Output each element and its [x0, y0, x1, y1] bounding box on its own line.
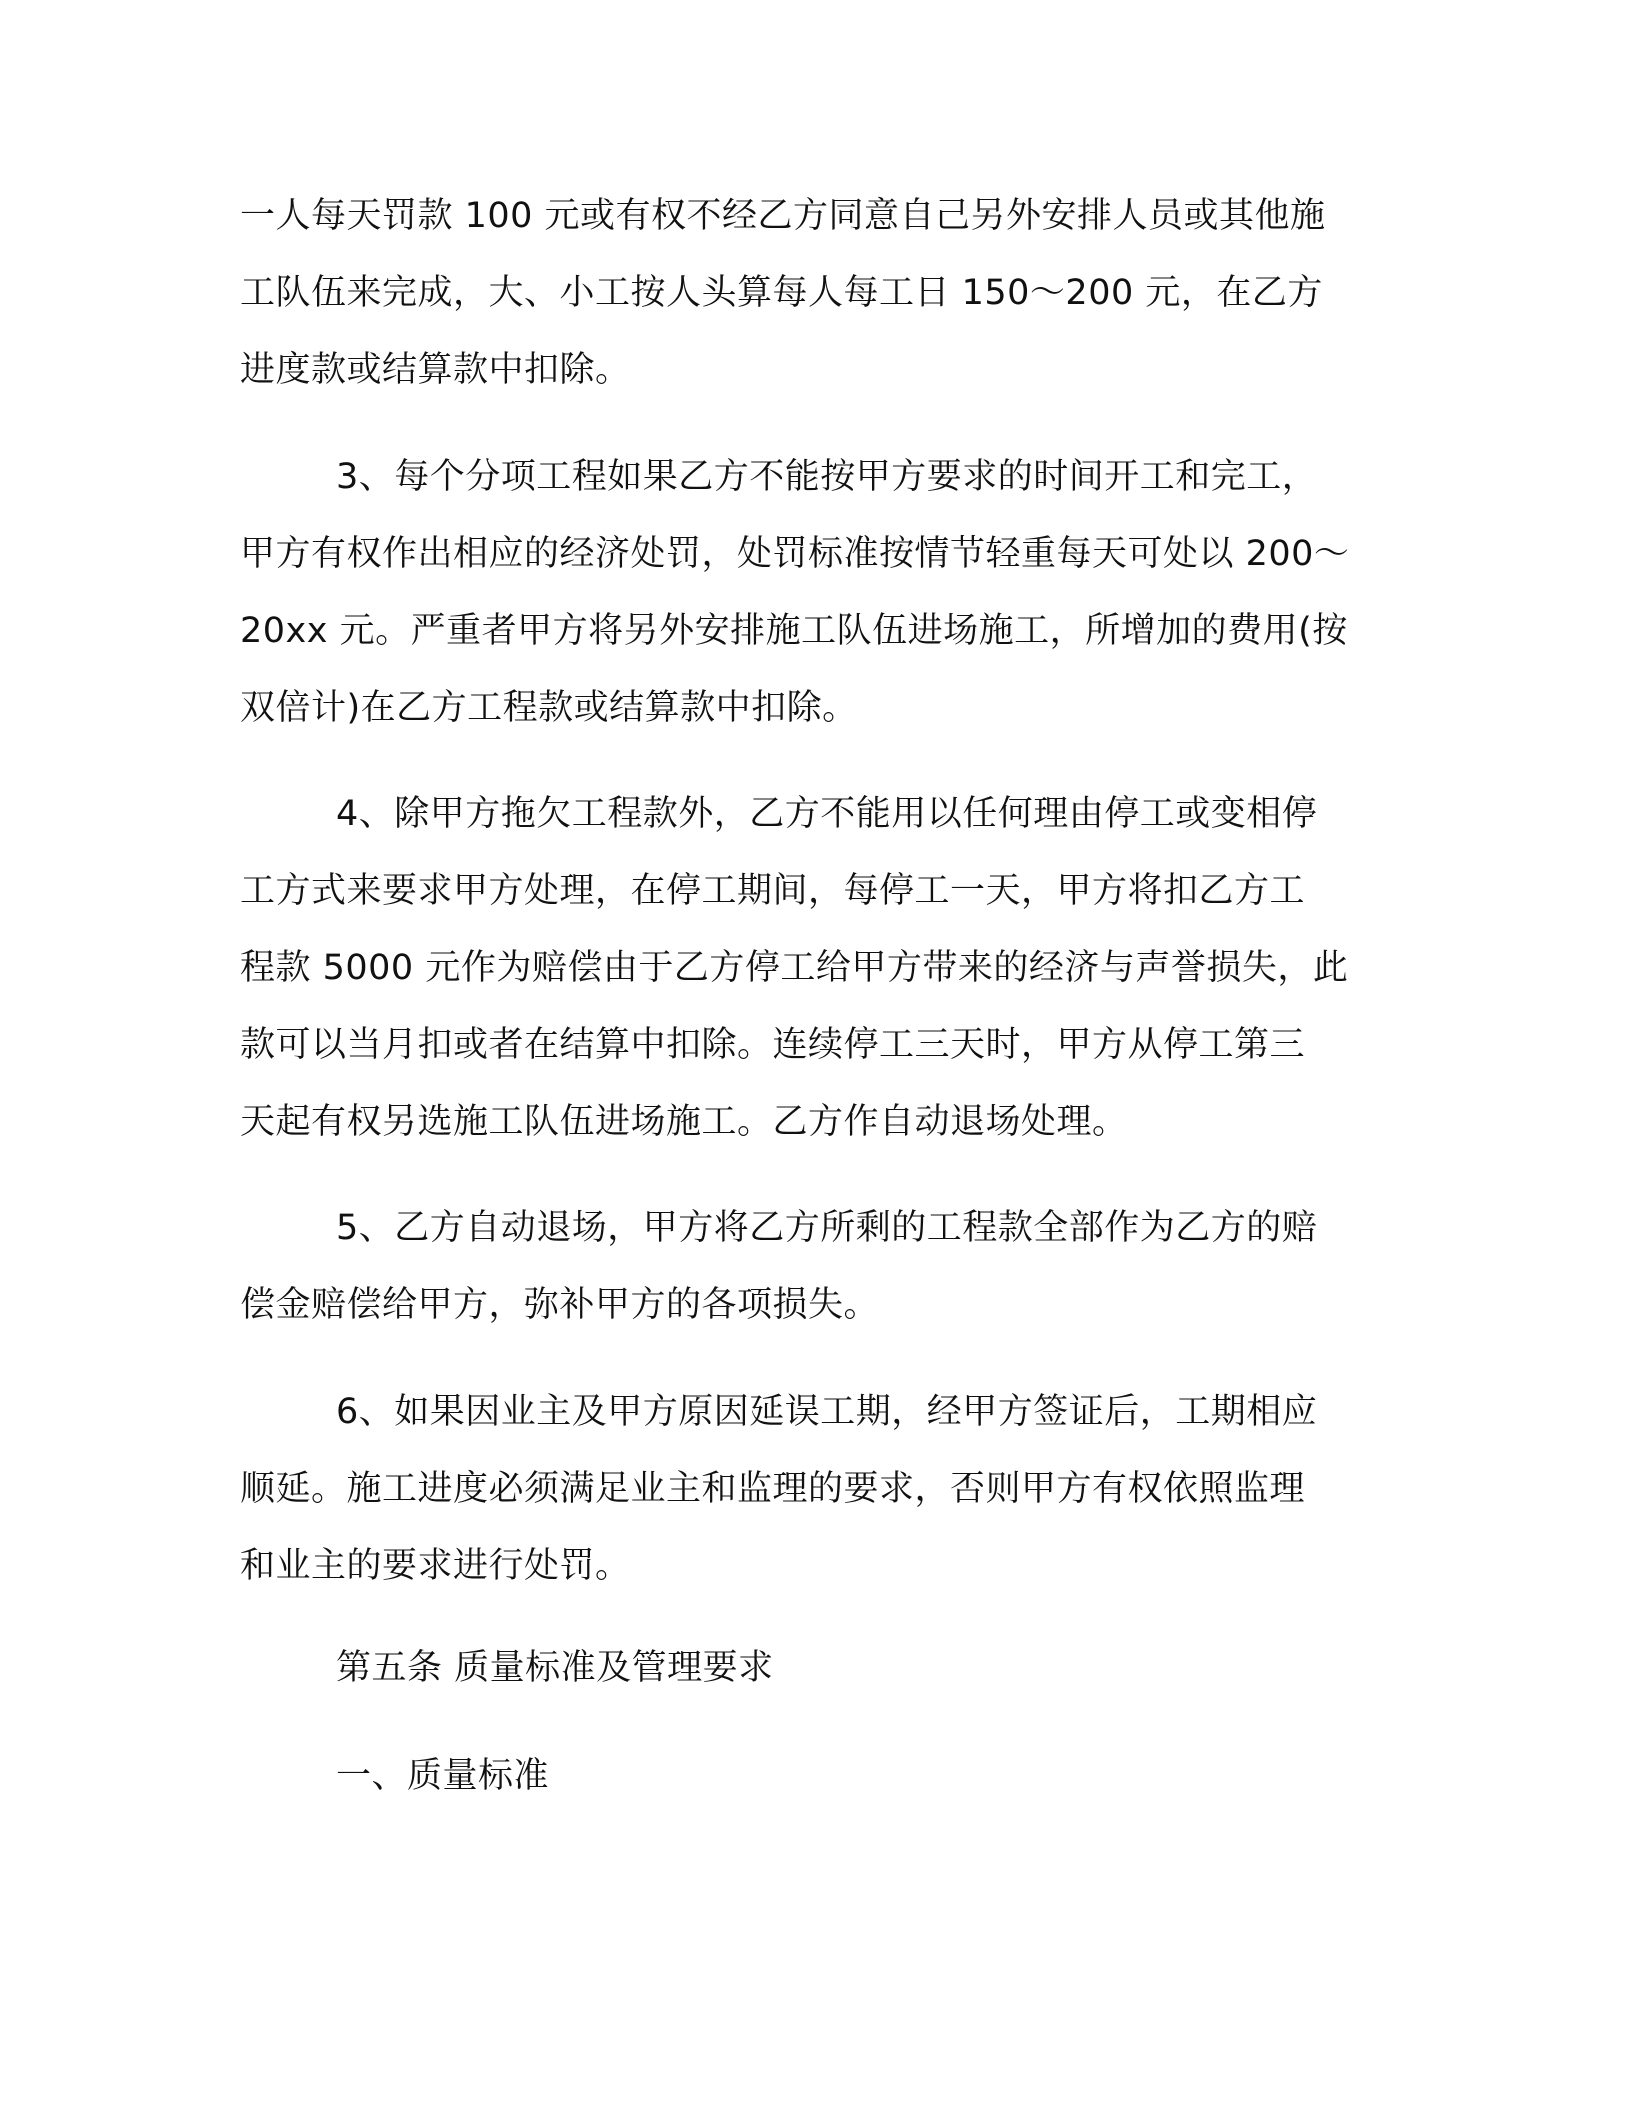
text-line: 和业主的要求进行处罚。: [240, 1546, 631, 1586]
text-line: 顺延。施工进度必须满足业主和监理的要求，否则甲方有权依照监理: [240, 1469, 1306, 1509]
text-line: 6、如果因业主及甲方原因延误工期，经甲方签证后，工期相应: [336, 1392, 1318, 1432]
section-heading: [240, 1738, 1400, 1815]
text-line: 5、乙方自动退场，甲方将乙方所剩的工程款全部作为乙方的赔: [336, 1208, 1318, 1248]
paragraph-clause-6: [240, 1374, 1400, 1605]
text-line: 款可以当月扣或者在结算中扣除。连续停工三天时，甲方从停工第三: [240, 1025, 1306, 1065]
section-heading-text: 一、质量标准: [336, 1756, 550, 1796]
article-heading-text: 第五条 质量标准及管理要求: [336, 1648, 774, 1688]
paragraph-penalty-continuation: [240, 178, 1400, 409]
text-line: 3、每个分项工程如果乙方不能按甲方要求的时间开工和完工，: [336, 457, 1318, 497]
text-line: 程款 5000 元作为赔偿由于乙方停工给甲方带来的经济与声誉损失，此: [240, 948, 1349, 988]
paragraph-clause-3: [240, 439, 1400, 747]
paragraph-clause-4: [240, 776, 1400, 1161]
text-line: 进度款或结算款中扣除。: [240, 350, 631, 390]
text-line: 工队伍来完成，大、小工按人头算每人每工日 150～200 元，在乙方: [240, 273, 1323, 313]
text-line: 双倍计)在乙方工程款或结算款中扣除。: [240, 688, 858, 728]
text-line: 20xx 元。严重者甲方将另外安排施工队伍进场施工，所增加的费用(按: [240, 611, 1348, 651]
text-line: 一人每天罚款 100 元或有权不经乙方同意自己另外安排人员或其他施: [240, 196, 1326, 236]
paragraph-clause-5: [240, 1190, 1400, 1344]
text-line: 4、除甲方拖欠工程款外，乙方不能用以任何理由停工或变相停: [336, 794, 1318, 834]
text-line: 工方式来要求甲方处理，在停工期间，每停工一天，甲方将扣乙方工: [240, 871, 1306, 911]
article-heading: [240, 1630, 1400, 1707]
text-line: 甲方有权作出相应的经济处罚，处罚标准按情节轻重每天可处以 200～: [240, 534, 1350, 574]
text-line: 偿金赔偿给甲方，弥补甲方的各项损失。: [240, 1285, 880, 1325]
text-line: 天起有权另选施工队伍进场施工。乙方作自动退场处理。: [240, 1102, 1128, 1142]
